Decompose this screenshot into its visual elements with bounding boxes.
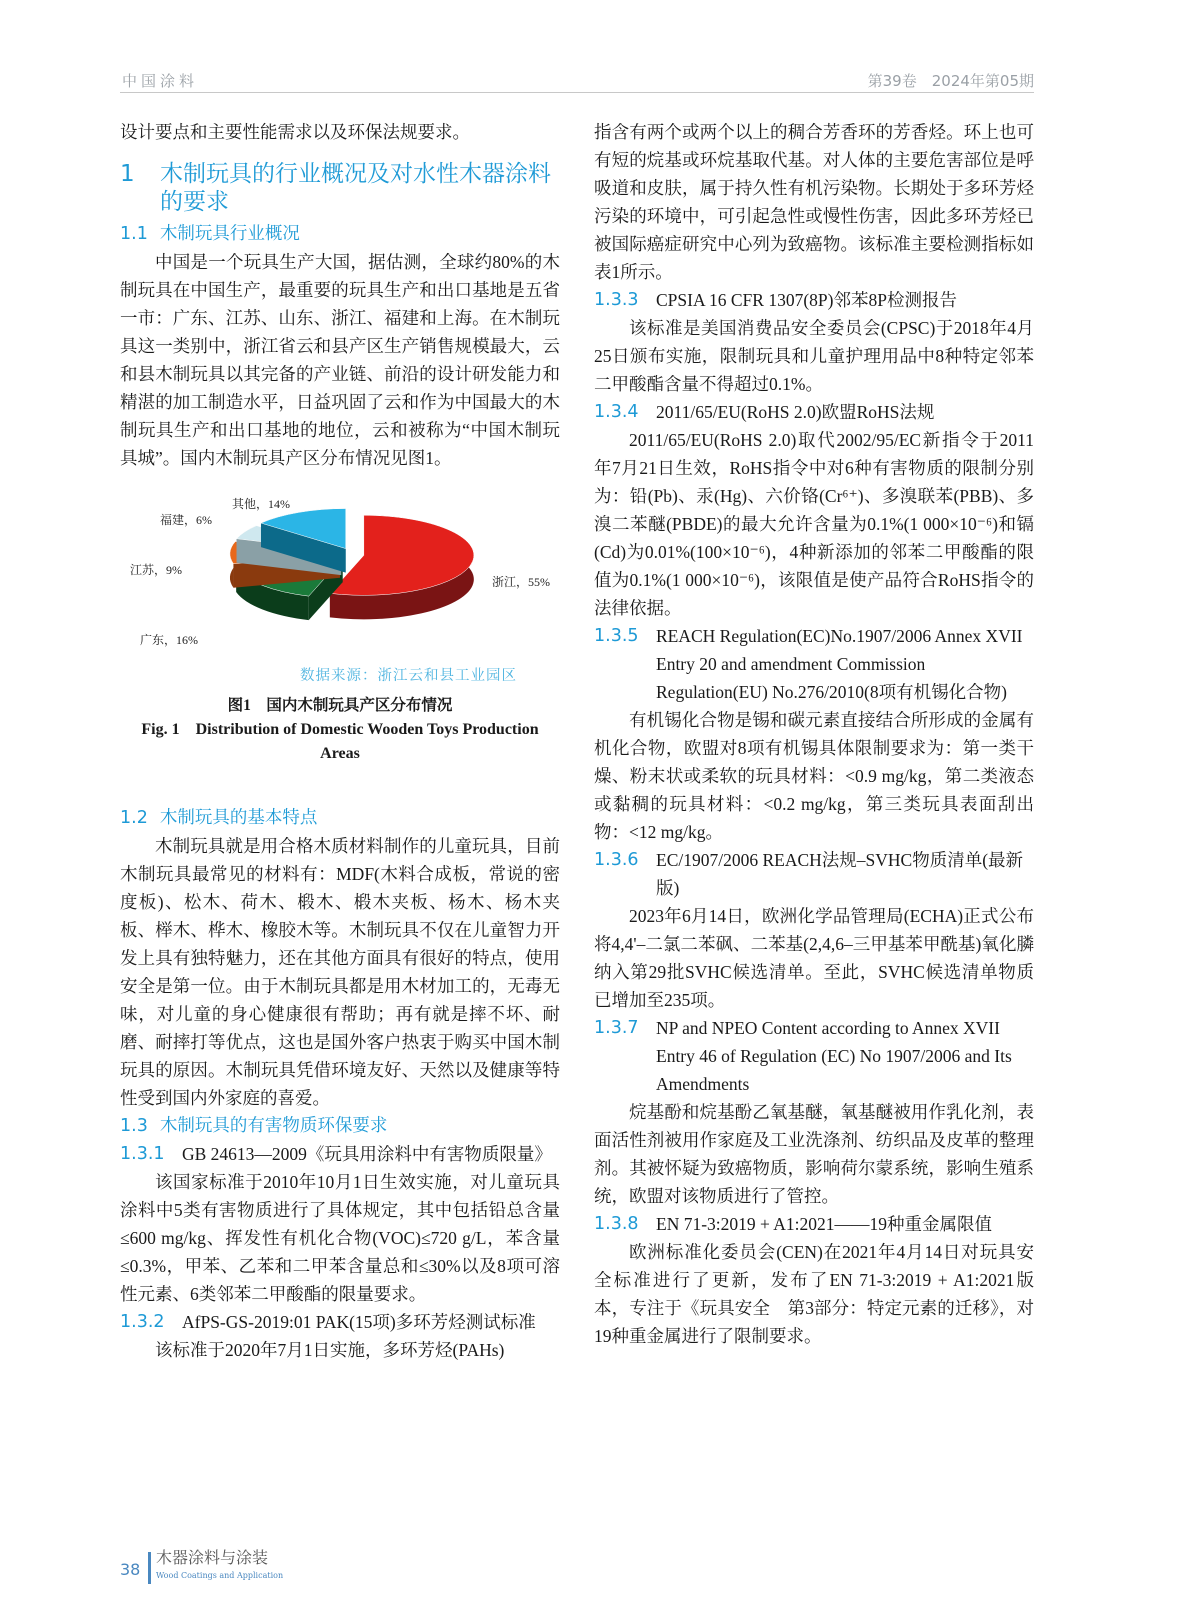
section-title: 2011/65/EU(RoHS 2.0)欧盟RoHS法规: [656, 402, 935, 422]
section-heading-1-1: [120, 220, 560, 248]
page-number: 38: [120, 1560, 141, 1579]
section-number: 1.3.2: [120, 1312, 165, 1332]
section-number: 1.3.4: [594, 402, 639, 422]
section-heading-1-3-8: [594, 1210, 1034, 1238]
footer-divider: [148, 1552, 151, 1584]
section-heading-1: [120, 160, 560, 216]
section-heading-1-2: [120, 804, 560, 832]
section-number: 1.3.3: [594, 290, 639, 310]
paragraph: 欧洲标准化委员会(CEN)在2021年4月14日对玩具安全标准进行了更新，发布了EN 71-3:2019 + A1:2021版本，专注于《玩具安全 第3部分：特定元素的迁移》，对19种重金属进行了限制要求。: [594, 1242, 1034, 1346]
section-heading-1-3-5: [594, 622, 1034, 706]
section-number: 1: [120, 161, 135, 187]
paragraph: 2011/65/EU(RoHS 2.0)取代2002/95/EC新指令于2011年7月21日生效，RoHS指令中对6种有害物质的限制分别为：铅(Pb)、汞(Hg)、六价铬(Cr⁶⁺)、多溴联苯(PBB)、多溴二苯醚(PBDE)的最大允许含量为0.1%(1 000×10⁻⁶)和镉(Cd)为0.01%(100×10⁻⁶)，4种新添加的邻苯二甲酸酯的限值为0.1%(1 000×10⁻⁶)，该限值是使产品符合RoHS指令的法律依据。: [594, 430, 1034, 618]
pie-chart: [120, 494, 560, 664]
paragraph: 该标准于2020年7月1日实施，多环芳烃(PAHs): [155, 1340, 505, 1360]
paragraph: 该国家标准于2010年10月1日生效实施，对儿童玩具涂料中5类有害物质进行了具体规定，其中包括铅总含量≤600 mg/kg、挥发性有机化合物(VOC)≤720 g/L，苯含量≤0.3%，甲苯、乙苯和二甲苯含量总和≤30%以及8项可溶性元素、6类邻苯二甲酸酯的限量要求。: [120, 1172, 560, 1304]
pie-label: 江苏，9%: [130, 563, 182, 577]
section-number: 1.3.1: [120, 1144, 165, 1164]
figure-1: [120, 480, 560, 780]
footer-journal-en: Wood Coatings and Application: [156, 1571, 284, 1580]
section-number: 1.2: [120, 808, 148, 828]
pie-label: 福建，6%: [160, 513, 212, 527]
pie-label: 浙江，55%: [492, 575, 550, 589]
section-title: EN 71-3:2019 + A1:2021——19种重金属限值: [656, 1214, 993, 1234]
section-heading-1-3-7: [594, 1014, 1034, 1098]
journal-name: 中国涂料: [122, 72, 199, 90]
paragraph: 2023年6月14日，欧洲化学品管理局(ECHA)正式公布将4,4'–二氯二苯砜、二苯基(2,4,6–三甲基苯甲酰基)氧化膦纳入第29批SVHC候选清单。至此，SVHC候选清单物质已增加至235项。: [594, 906, 1034, 1010]
section-number: 1.3.6: [594, 850, 639, 870]
section-title: 木制玩具的行业概况及对水性木器涂料的要求: [160, 161, 551, 215]
section-title: REACH Regulation(EC)No.1907/2006 Annex XVII Entry 20 and amendment Commission Regulation(EU) No.276/2010(8项有机锡化合物): [656, 626, 1023, 702]
right-column: [594, 118, 1034, 1350]
paragraph: 指含有两个或两个以上的稠合芳香环的芳香烃。环上也可有短的烷基或环烷基取代基。对人体的主要危害部位是呼吸道和皮肤，属于持久性有机污染物。长期处于多环芳烃污染的环境中，可引起急性或慢性伤害，因此多环芳烃已被国际癌症研究中心列为致癌物。该标准主要检测指标如表1所示。: [594, 122, 1034, 282]
section-title: 木制玩具行业概况: [159, 224, 300, 244]
pie-label: 其他，14%: [232, 497, 290, 511]
pie-label: 广东，16%: [140, 633, 198, 647]
paragraph: 该标准是美国消费品安全委员会(CPSC)于2018年4月25日颁布实施，限制玩具和儿童护理用品中8种特定邻苯二甲酸酯含量不得超过0.1%。: [594, 318, 1034, 394]
section-title: GB 24613—2009《玩具用涂料中有害物质限量》: [182, 1144, 552, 1164]
section-number: 1.3.7: [594, 1018, 639, 1038]
section-title: 木制玩具的有害物质环保要求: [159, 1116, 388, 1136]
section-title: EC/1907/2006 REACH法规–SVHC物质清单(最新版): [656, 850, 1024, 898]
section-heading-1-3-6: [594, 846, 1034, 902]
paragraph: 中国是一个玩具生产大国，据估测，全球约80%的木制玩具在中国生产，最重要的玩具生产和出口基地是五省一市：广东、江苏、山东、浙江、福建和上海。在木制玩具这一类别中，浙江省云和县产区生产销售规模最大，云和县木制玩具以其完备的产业链、前沿的设计研发能力和精湛的加工制造水平，日益巩固了云和作为中国最大的木制玩具生产和出口基地的地位，云和被称为“中国木制玩具城”。国内木制玩具产区分布情况见图1。: [120, 252, 560, 468]
section-title: 木制玩具的基本特点: [159, 808, 318, 828]
paragraph: 设计要点和主要性能需求以及环保法规要求。: [120, 122, 470, 142]
section-heading-1-3: [120, 1112, 560, 1140]
caption-en: Fig. 1 Distribution of Domestic Wooden Toys Production Areas: [141, 721, 539, 762]
section-heading-1-3-4: [594, 398, 1034, 426]
running-header: [120, 70, 1034, 93]
paragraph: 烷基酚和烷基酚乙氧基醚，氧基醚被用作乳化剂，表面活性剂被用作家庭及工业洗涤剂、纺织品及皮革的整理剂。其被怀疑为致癌物质，影响荷尔蒙系统，影响生殖系统，欧盟对该物质进行了管控。: [594, 1102, 1034, 1206]
section-title: AfPS-GS-2019:01 PAK(15项)多环芳烃测试标准: [182, 1312, 536, 1332]
paragraph: 木制玩具就是用合格木质材料制作的儿童玩具，目前木制玩具最常见的材料有：MDF(木料合成板，常说的密度板)、松木、荷木、椴木、椴木夹板、杨木、杨木夹板、榉木、桦木、橡胶木等。木制玩具不仅在儿童智力开发上具有独特魅力，还在其他方面具有很好的特点，使用安全是第一位。由于木制玩具都是用木材加工的，无毒无味，对儿童的身心健康很有帮助；再有就是摔不坏、耐磨、耐摔打等优点，这也是国外客户热衷于购买中国木制玩具的原因。木制玩具凭借环境友好、天然以及健康等特性受到国内外家庭的喜爱。: [120, 836, 560, 1108]
section-heading-1-3-1: [120, 1140, 560, 1168]
section-heading-1-3-3: [594, 286, 1034, 314]
left-column: [120, 118, 560, 1364]
section-number: 1.3.8: [594, 1214, 639, 1234]
caption-cn: 图1 国内木制玩具产区分布情况: [227, 697, 453, 714]
issue-info: 第39卷 2024年第05期: [867, 72, 1034, 90]
footer-journal-cn: 木器涂料与涂装: [156, 1548, 269, 1567]
figure-source: 数据来源：浙江云和县工业园区: [300, 668, 517, 684]
section-number: 1.3.5: [594, 626, 639, 646]
section-number: 1.1: [120, 224, 148, 244]
section-title: CPSIA 16 CFR 1307(8P)邻苯8P检测报告: [656, 290, 957, 310]
figure-caption: [120, 694, 560, 766]
section-title: NP and NPEO Content according to Annex XVII Entry 46 of Regulation (EC) No 1907/2006 and Its Amendments: [656, 1018, 1012, 1094]
paragraph: 有机锡化合物是锡和碳元素直接结合所形成的金属有机化合物，欧盟对8项有机锡具体限制要求为：第一类干燥、粉末状或柔软的玩具材料：<0.9 mg/kg，第二类液态或黏稠的玩具材料：<0.2 mg/kg，第三类玩具表面刮出物：<12 mg/kg。: [594, 710, 1034, 842]
section-number: 1.3: [120, 1116, 148, 1136]
section-heading-1-3-2: [120, 1308, 560, 1336]
